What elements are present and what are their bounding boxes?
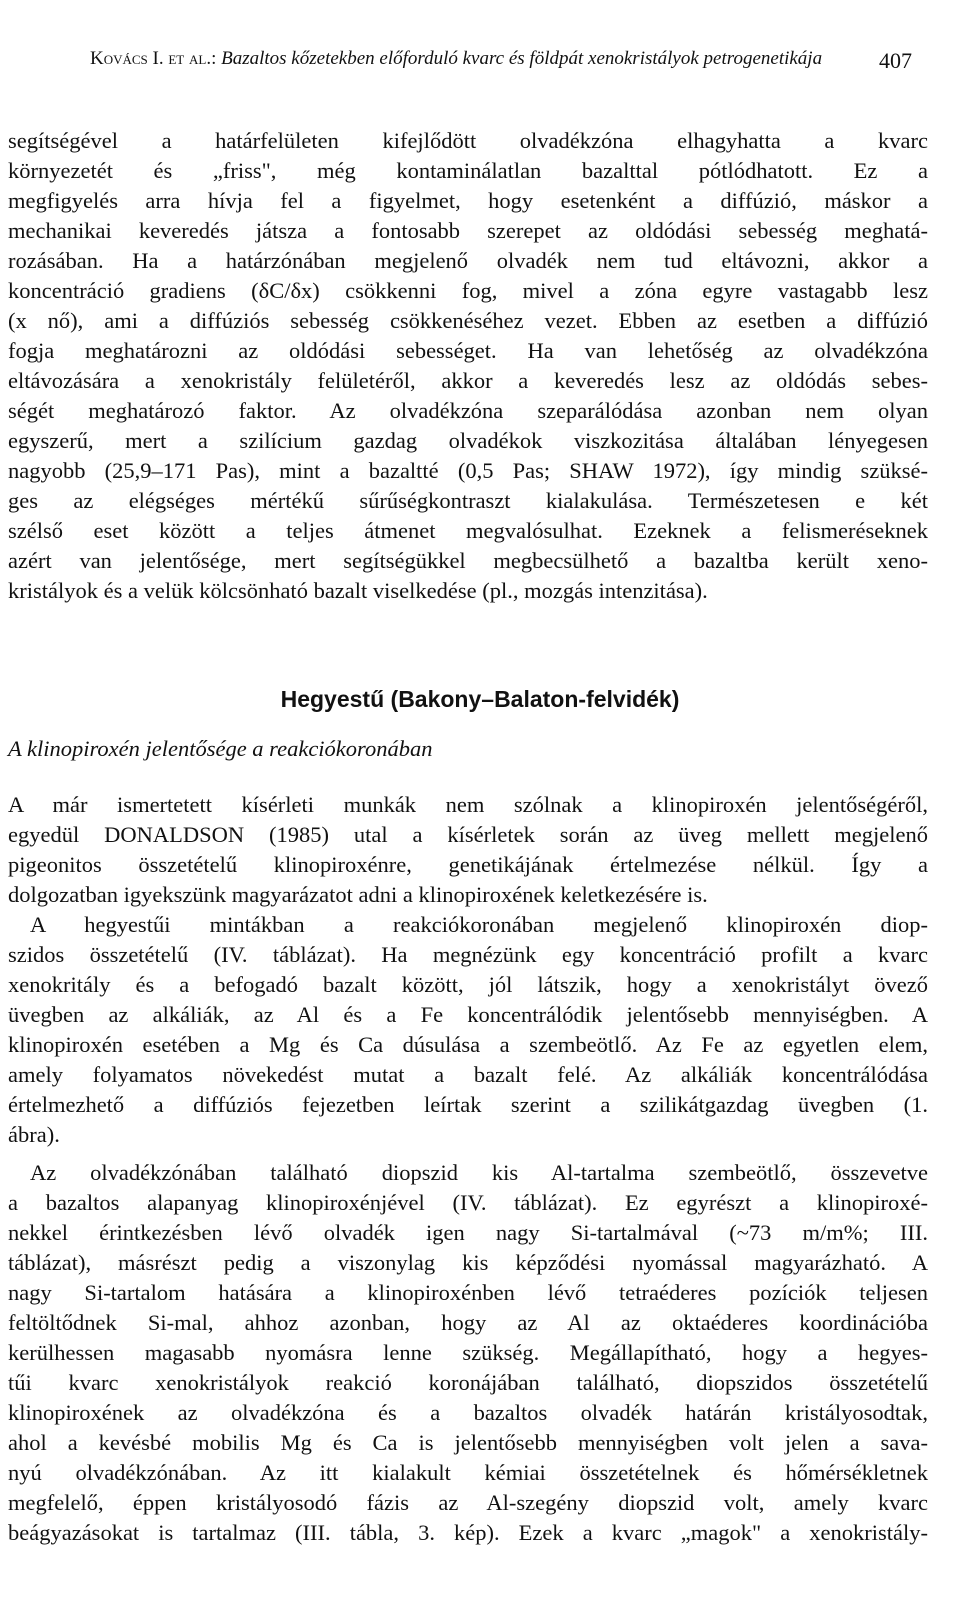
text-line: beágyazásokat is tartalmaz (III. tábla, 3. kép). Ezek a kvarc „magok" a xenokristály-	[8, 1520, 928, 1545]
subsection-title: A klinopiroxén jelentősége a reakciókoronában	[8, 736, 433, 761]
text-line: üvegben az alkáliák, az Al és a Fe koncentrálódik jelentősebb mennyiségben. A	[8, 1002, 928, 1027]
text-line: fogja meghatározni az oldódási sebességet. Ha van lehetőség az olvadékzóna	[8, 338, 928, 363]
text-line: szélső eset között a teljes átmenet megvalósulhat. Ezeknek a felismeréseknek	[8, 518, 928, 543]
text-line: ahol a kevésbé mobilis Mg és Ca is jelentősebb mennyiségben volt jelen a sava-	[8, 1430, 928, 1455]
text-line: egyszerű, mert a szilícium gazdag olvadékok viszkozitása általában lényegesen	[8, 428, 928, 453]
text-line: ábra).	[8, 1122, 60, 1147]
text-line: tűi kvarc xenokristályok reakció koronájában található, diopszidos összetételű	[8, 1370, 928, 1395]
text-line: nagyobb (25,9–171 Pas), mint a bazaltté (0,5 Pas; SHAW 1972), így mindig szüksé-	[8, 458, 928, 483]
page-number: 407	[879, 48, 912, 73]
text-line: értelmezhető a diffúziós fejezetben leírtak szerint a szilikátgazdag üvegben (1.	[8, 1092, 928, 1117]
text-line: kristályok és a velük kölcsönható bazalt viselkedése (pl., mozgás intenzitása).	[8, 578, 708, 603]
text-line: azért van jelentősége, mert segítségükkel megbecsülhető a bazaltba került xeno-	[8, 548, 928, 573]
text-line: A már ismertetett kísérleti munkák nem szólnak a klinopiroxén jelentőségéről,	[8, 792, 928, 817]
running-head-author: Kovács I. et al.:	[90, 48, 217, 69]
text-line: nyú olvadékzónában. Az itt kialakult kémiai összetételnek és hőmérsékletnek	[8, 1460, 928, 1485]
text-line: A hegyestűi mintákban a reakciókoronában megjelenő klinopiroxén diop-	[30, 912, 928, 937]
text-line: szidos összetételű (IV. táblázat). Ha megnézünk egy koncentráció profilt a kvarc	[8, 942, 928, 967]
text-line: megfelelő, éppen kristályosodó fázis az Al-szegény diopszid volt, amely kvarc	[8, 1490, 928, 1515]
text-line: kerülhessen magasabb nyomásra lenne szükség. Megállapítható, hogy a hegyes-	[8, 1340, 928, 1365]
text-line: megfigyelés arra hívja fel a figyelmet, hogy esetenként a diffúzió, máskor a	[8, 188, 928, 213]
text-line: (x nő), ami a diffúziós sebesség csökkenéséhez vezet. Ebben az esetben a diffúzió	[8, 308, 928, 333]
text-line: mechanikai keveredés játsza a fontosabb szerepet az oldódási sebesség meghatá-	[8, 218, 928, 243]
text-line: a bazaltos alapanyag klinopiroxénjével (IV. táblázat). Ez egyrészt a klinopiroxé-	[8, 1190, 928, 1215]
text-line: klinopiroxén esetében a Mg és Ca dúsulása a szembeötlő. Az Fe az egyetlen elem,	[8, 1032, 928, 1057]
text-line: környezetét és „friss", még kontaminálatlan bazalttal pótlódhatott. Ez a	[8, 158, 928, 183]
text-line: segítségével a határfelületen kifejlődött olvadékzóna elhagyhatta a kvarc	[8, 128, 928, 153]
running-head-title: Bazaltos kőzetekben előforduló kvarc és földpát xenokristályok petrogenetikája	[221, 48, 823, 69]
text-line: xenokritály és a befogadó bazalt között, jól látszik, hogy a xenokristályt övező	[8, 972, 928, 997]
text-line: ségét meghatározó faktor. Az olvadékzóna szeparálódása azonban nem olyan	[8, 398, 928, 423]
running-head	[90, 48, 912, 73]
text-line: eltávozására a xenokristály felületéről, akkor a keveredés lesz az oldódás sebes-	[8, 368, 928, 393]
text-line: táblázat), másrészt pedig a viszonylag kis képződési nyomással magyarázható. A	[8, 1250, 928, 1275]
text-line: pigeonitos összetételű klinopiroxénre, genetikájának értelmezése nélkül. Így a	[8, 852, 928, 877]
section-title: Hegyestű (Bakony–Balaton-felvidék)	[280, 686, 680, 712]
text-line: egyedül DONALDSON (1985) utal a kísérletek során az üveg mellett megjelenő	[8, 822, 928, 847]
text-line: ges az elégséges mértékű sűrűségkontraszt kialakulása. Természetesen e két	[8, 488, 928, 513]
text-line: nagy Si-tartalom hatására a klinopiroxénben lévő tetraéderes pozíciók teljesen	[8, 1280, 928, 1305]
text-line: klinopiroxének az olvadékzóna és a bazaltos olvadék határán kristályosodtak,	[8, 1400, 928, 1425]
text-line: feltöltődnek Si-mal, ahhoz azonban, hogy az Al az oktaéderes koordinációba	[8, 1310, 928, 1335]
text-line: rozásában. Ha a határzónában megjelenő olvadék nem tud eltávozni, akkor a	[8, 248, 928, 273]
text-line: nekkel érintkezésben lévő olvadék igen nagy Si-tartalmával (~73 m/m%; III.	[8, 1220, 928, 1245]
text-line: koncentráció gradiens (δC/δx) csökkenni fog, mivel a zóna egyre vastagabb lesz	[8, 278, 928, 303]
text-line: dolgozatban igyekszünk magyarázatot adni a klinopiroxének keletkezésére is.	[8, 882, 708, 907]
text-line: amely folyamatos növekedést mutat a bazalt felé. Az alkáliák koncentrálódása	[8, 1062, 928, 1087]
text-line: Az olvadékzónában található diopszid kis Al-tartalma szembeötlő, összevetve	[30, 1160, 928, 1185]
